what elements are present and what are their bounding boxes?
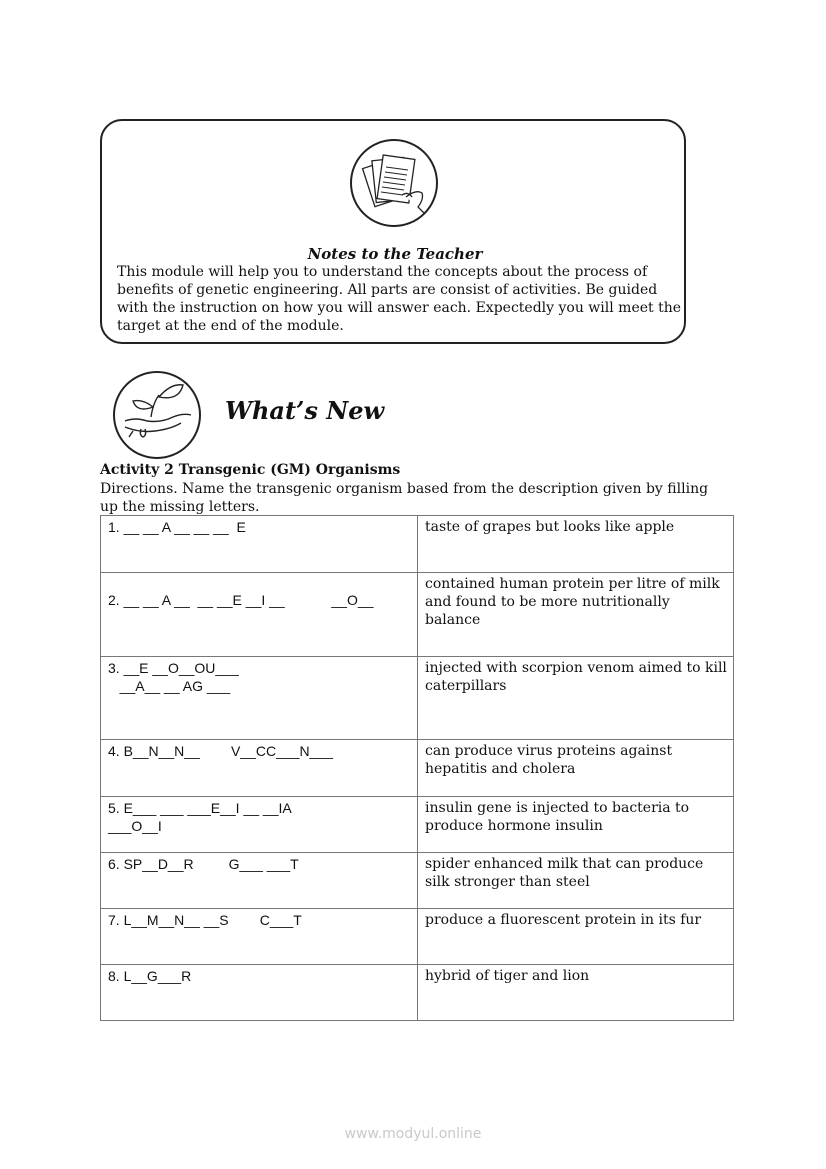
activity-table [100, 515, 734, 1021]
clue-cell [101, 740, 418, 797]
clue-text-line2: ___O__I [108, 818, 162, 834]
clue-text: 7. L__M__N__ __S C___T [108, 912, 302, 928]
clue-text: 8. L__G___R [108, 968, 192, 984]
directions: Directions. Name the transgenic organism based from the description given by filling up the missing letters. [100, 481, 709, 515]
plant-in-hand-icon [111, 369, 203, 461]
description-cell: taste of grapes but looks like apple [418, 516, 734, 573]
clue-text: 2. __ __ A __ __ __E __I __ __O__ [108, 592, 374, 608]
description-cell: contained human protein per litre of milk and found to be more nutritionally balance [418, 573, 734, 657]
clue-text: 4. B__N__N__ V__CC___N___ [108, 743, 333, 759]
clue-text: 6. SP__D__R G___ ___T [108, 856, 299, 872]
description-cell: spider enhanced milk that can produce silk stronger than steel [418, 853, 734, 909]
clue-cell [101, 516, 418, 573]
table-row [101, 573, 734, 657]
table-row [101, 657, 734, 740]
watermark: www.modyul.online [344, 1126, 482, 1142]
clue-text: 3. __E __O__OU___ [108, 660, 239, 676]
table-row [101, 516, 734, 573]
clue-cell [101, 573, 418, 657]
clue-cell [101, 797, 418, 853]
clue-cell [101, 657, 418, 740]
description-cell: injected with scorpion venom aimed to kill caterpillars [418, 657, 734, 740]
activity-title: Activity 2 Transgenic (GM) Organisms [100, 462, 401, 478]
description-cell: can produce virus proteins against hepatitis and cholera [418, 740, 734, 797]
clue-cell [101, 909, 418, 965]
clue-cell [101, 965, 418, 1021]
table-row [101, 965, 734, 1021]
clue-cell [101, 853, 418, 909]
clue-text-line2: __A__ __ AG ___ [108, 678, 231, 694]
table-row [101, 797, 734, 853]
table-row [101, 909, 734, 965]
table-row [101, 740, 734, 797]
table-row [101, 853, 734, 909]
whats-new-title: What’s New [225, 396, 385, 425]
documents-icon [348, 137, 440, 229]
description-cell: insulin gene is injected to bacteria to produce hormone insulin [418, 797, 734, 853]
notes-body: This module will help you to understand the concepts about the process of benefits of genetic engineering. All parts are consist of activities. Be guided with the instruction on how you will answer each. Expectedly you will meet the target at the end of the module. [117, 264, 682, 334]
notes-title: Notes to the Teacher [307, 245, 483, 263]
clue-text: 1. __ __ A __ __ __ E [108, 519, 246, 535]
description-cell: produce a fluorescent protein in its fur [418, 909, 734, 965]
clue-text: 5. E___ ___ ___E__I __ __IA [108, 800, 292, 816]
description-cell: hybrid of tiger and lion [418, 965, 734, 1021]
